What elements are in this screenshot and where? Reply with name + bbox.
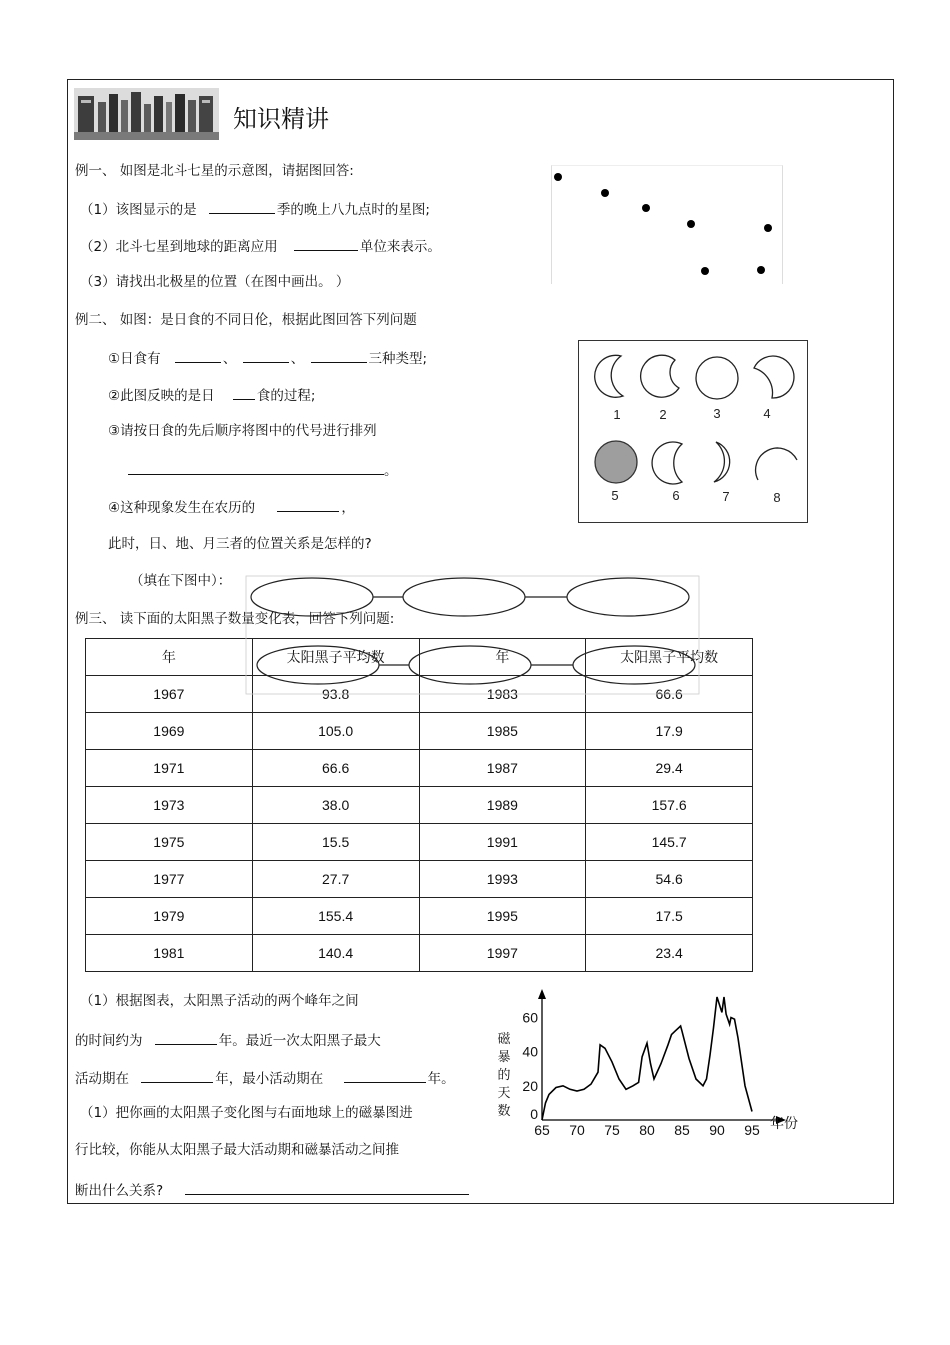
table-row: [86, 787, 753, 824]
table-cell: 17.9: [586, 713, 753, 750]
ex2-order-answer: [128, 460, 398, 480]
table-cell: 54.6: [586, 861, 753, 898]
ex3-b2: 行比较，你能从太阳黑子最大活动期和磁暴活动之间推: [75, 1142, 399, 1158]
ex3-b3: [75, 1180, 469, 1200]
star-dot: [642, 204, 650, 212]
table-cell: 1989: [419, 787, 586, 824]
table-row: [86, 750, 753, 787]
star-dot: [601, 189, 609, 197]
ex3-a2a: 的时间约为: [75, 1033, 143, 1049]
table-cell: 66.6: [252, 750, 419, 787]
table-cell: 23.4: [586, 935, 753, 972]
table-row: [86, 898, 753, 935]
x-tick-label: 70: [569, 1122, 585, 1138]
answer-ellipse: [409, 646, 531, 684]
ex2-s4a: ④这种现象发生在农历的: [108, 500, 256, 516]
x-tick-label: 75: [604, 1122, 620, 1138]
ex2-line3: ③请按日食的先后顺序将图中的代号进行排列: [108, 423, 377, 439]
table-cell: 27.7: [252, 861, 419, 898]
table-cell: 1985: [419, 713, 586, 750]
ex2-s2b: 食的过程;: [256, 388, 316, 404]
table-cell: 1975: [86, 824, 253, 861]
table-cell: 1991: [419, 824, 586, 861]
table-cell: 17.5: [586, 898, 753, 935]
table-cell: 1979: [86, 898, 253, 935]
ex3-a2: [75, 1030, 381, 1050]
table-cell: 1969: [86, 713, 253, 750]
table-cell: 1993: [419, 861, 586, 898]
answer-blank[interactable]: [243, 348, 289, 363]
table-row: [86, 861, 753, 898]
ex1-l2b: 单位来表示。: [359, 239, 441, 255]
ex1-line1: [80, 199, 430, 219]
eclipse-figure: [578, 332, 818, 524]
ex3-a1: （1）根据图表，太阳黑子活动的两个峰年之间: [80, 993, 359, 1009]
table-cell: 29.4: [586, 750, 753, 787]
answer-ellipse: [573, 646, 695, 684]
table-row: [86, 935, 753, 972]
table-cell: 155.4: [252, 898, 419, 935]
eclipse-label: 8: [773, 490, 781, 505]
y-tick-label: 0: [530, 1106, 538, 1122]
ex1-line3: （3）请找出北极星的位置（在图中画出。 ）: [80, 274, 350, 290]
y-label-char: 磁: [497, 1031, 511, 1046]
eclipse-phase-6: [652, 442, 682, 484]
y-tick-label: 60: [522, 1009, 538, 1026]
ex1-question: 例一、 如图是北斗七星的示意图，请据图回答:: [75, 163, 354, 179]
eclipse-phase-4: [754, 356, 794, 398]
answer-blank[interactable]: [155, 1030, 217, 1045]
answer-blank[interactable]: [209, 199, 275, 214]
ex2-line6: （填在下图中）：: [130, 573, 232, 589]
magnetic-storm-chart: [490, 985, 810, 1145]
header-cell: 太阳黑子平均数: [252, 639, 419, 676]
ex2-s1c: 、: [290, 351, 305, 367]
eclipse-label: 3: [713, 406, 721, 421]
eclipse-phase-5: [595, 441, 637, 483]
ex3-b1: （1）把你画的太阳黑子变化图与右面地球上的磁暴图进: [80, 1105, 413, 1121]
eclipse-label: 4: [763, 406, 771, 421]
answer-blank[interactable]: [141, 1068, 213, 1083]
y-label-char: 天: [497, 1085, 511, 1100]
x-tick-label: 65: [534, 1122, 550, 1138]
star-dot: [701, 267, 709, 275]
series-line: [542, 997, 752, 1120]
answer-blank[interactable]: [128, 460, 384, 475]
ex2-line4: [108, 497, 355, 517]
x-tick-label: 80: [639, 1122, 655, 1138]
answer-blank[interactable]: [277, 497, 339, 512]
answer-ellipse: [567, 578, 689, 616]
star-dot: [554, 173, 562, 181]
eclipse-phase-1: [595, 355, 623, 397]
ex2-line5: 此时，日、地、月三者的位置关系是怎样的?: [108, 536, 372, 552]
answer-blank[interactable]: [233, 385, 255, 400]
answer-ellipse: [251, 578, 373, 616]
table-cell: 1973: [86, 787, 253, 824]
ex2-line1: [108, 348, 427, 368]
table-cell: 1971: [86, 750, 253, 787]
x-tick-label: 90: [709, 1122, 725, 1138]
eclipse-phase-7: [714, 442, 730, 482]
table-cell: 145.7: [586, 824, 753, 861]
table-cell: 1997: [419, 935, 586, 972]
eclipse-label: 7: [722, 489, 730, 504]
ex1-l1b: 季的晚上八九点时的星图;: [276, 202, 430, 218]
x-tick-label: 95: [744, 1122, 760, 1138]
y-tick-label: 20: [522, 1077, 538, 1094]
answer-ellipse: [257, 646, 379, 684]
eclipse-phase-2: [641, 355, 679, 397]
table-cell: 157.6: [586, 787, 753, 824]
ex3-a3c: 年。: [427, 1071, 455, 1087]
answer-ellipse: [403, 578, 525, 616]
books-icon: [74, 88, 219, 140]
ex2-s3end: 。: [384, 463, 398, 479]
ex1-l2a: （2）北斗七星到地球的距离应用: [80, 239, 278, 255]
x-tick-label: 85: [674, 1122, 690, 1138]
ex3-a3a: 活动期在: [75, 1071, 129, 1087]
table-cell: 38.0: [252, 787, 419, 824]
answer-blank[interactable]: [344, 1068, 426, 1083]
star-dot: [687, 220, 695, 228]
eclipse-label: 1: [613, 407, 621, 422]
sun-earth-moon-diagram: [245, 575, 700, 695]
table-cell: 105.0: [252, 713, 419, 750]
eclipse-phase-3: [696, 357, 738, 399]
ex2-s2a: ②此图反映的是日: [108, 388, 215, 404]
big-dipper-figure: [551, 165, 783, 284]
eclipse-label: 5: [611, 488, 619, 503]
header-cell: 太阳黑子平均数: [586, 639, 753, 676]
table-cell: 1977: [86, 861, 253, 898]
star-dot: [757, 266, 765, 274]
table-cell: 1987: [419, 750, 586, 787]
answer-blank[interactable]: [175, 348, 221, 363]
star-dot: [764, 224, 772, 232]
answer-blank[interactable]: [294, 236, 358, 251]
table-cell: 1981: [86, 935, 253, 972]
ex3-a3: [75, 1068, 455, 1088]
answer-blank[interactable]: [311, 348, 367, 363]
eclipse-label: 6: [672, 488, 680, 503]
ex3-a2b: 年。最近一次太阳黑子最大: [218, 1033, 381, 1049]
y-label-char: 暴: [497, 1049, 511, 1064]
table-cell: 15.5: [252, 824, 419, 861]
table-cell: 1995: [419, 898, 586, 935]
ex2-s1b: 、: [222, 351, 237, 367]
x-axis-label: 年份: [770, 1115, 798, 1131]
page-title: 知识精讲: [233, 105, 329, 133]
table-row: [86, 824, 753, 861]
ex2-s4b: ，: [341, 500, 355, 516]
table-cell: 140.4: [252, 935, 419, 972]
y-tick-label: 40: [522, 1043, 538, 1060]
ex1-line2: [80, 236, 441, 256]
header-cell: 年: [86, 639, 253, 676]
ex2-s1d: 三种类型;: [368, 351, 428, 367]
eclipse-phase-8: [756, 448, 797, 480]
ex1-l1a: （1）该图显示的是: [80, 202, 197, 218]
table-cell: 1983: [419, 676, 586, 713]
ex2-s1a: ①日食有: [108, 351, 161, 367]
ex2-question: 例二、 如图：是日食的不同日伦，根据此图回答下列问题: [75, 312, 417, 328]
table-row: [86, 713, 753, 750]
header-cell: 年: [419, 639, 586, 676]
ex3-a3b: 年，最小活动期在: [215, 1071, 324, 1087]
ex3-b3-text: 断出什么关系?: [75, 1183, 164, 1199]
table-cell: 93.8: [252, 676, 419, 713]
answer-blank[interactable]: [185, 1180, 469, 1195]
y-label-char: 数: [497, 1103, 511, 1118]
eclipse-label: 2: [659, 407, 667, 422]
table-cell: 1967: [86, 676, 253, 713]
table-cell: 66.6: [586, 676, 753, 713]
ex2-line2: [108, 385, 315, 405]
y-label-char: 的: [497, 1067, 511, 1082]
y-axis-arrow: [538, 989, 546, 999]
ex3-question: 例三、 读下面的太阳黑子数量变化表，回答下列问题:: [75, 611, 395, 627]
